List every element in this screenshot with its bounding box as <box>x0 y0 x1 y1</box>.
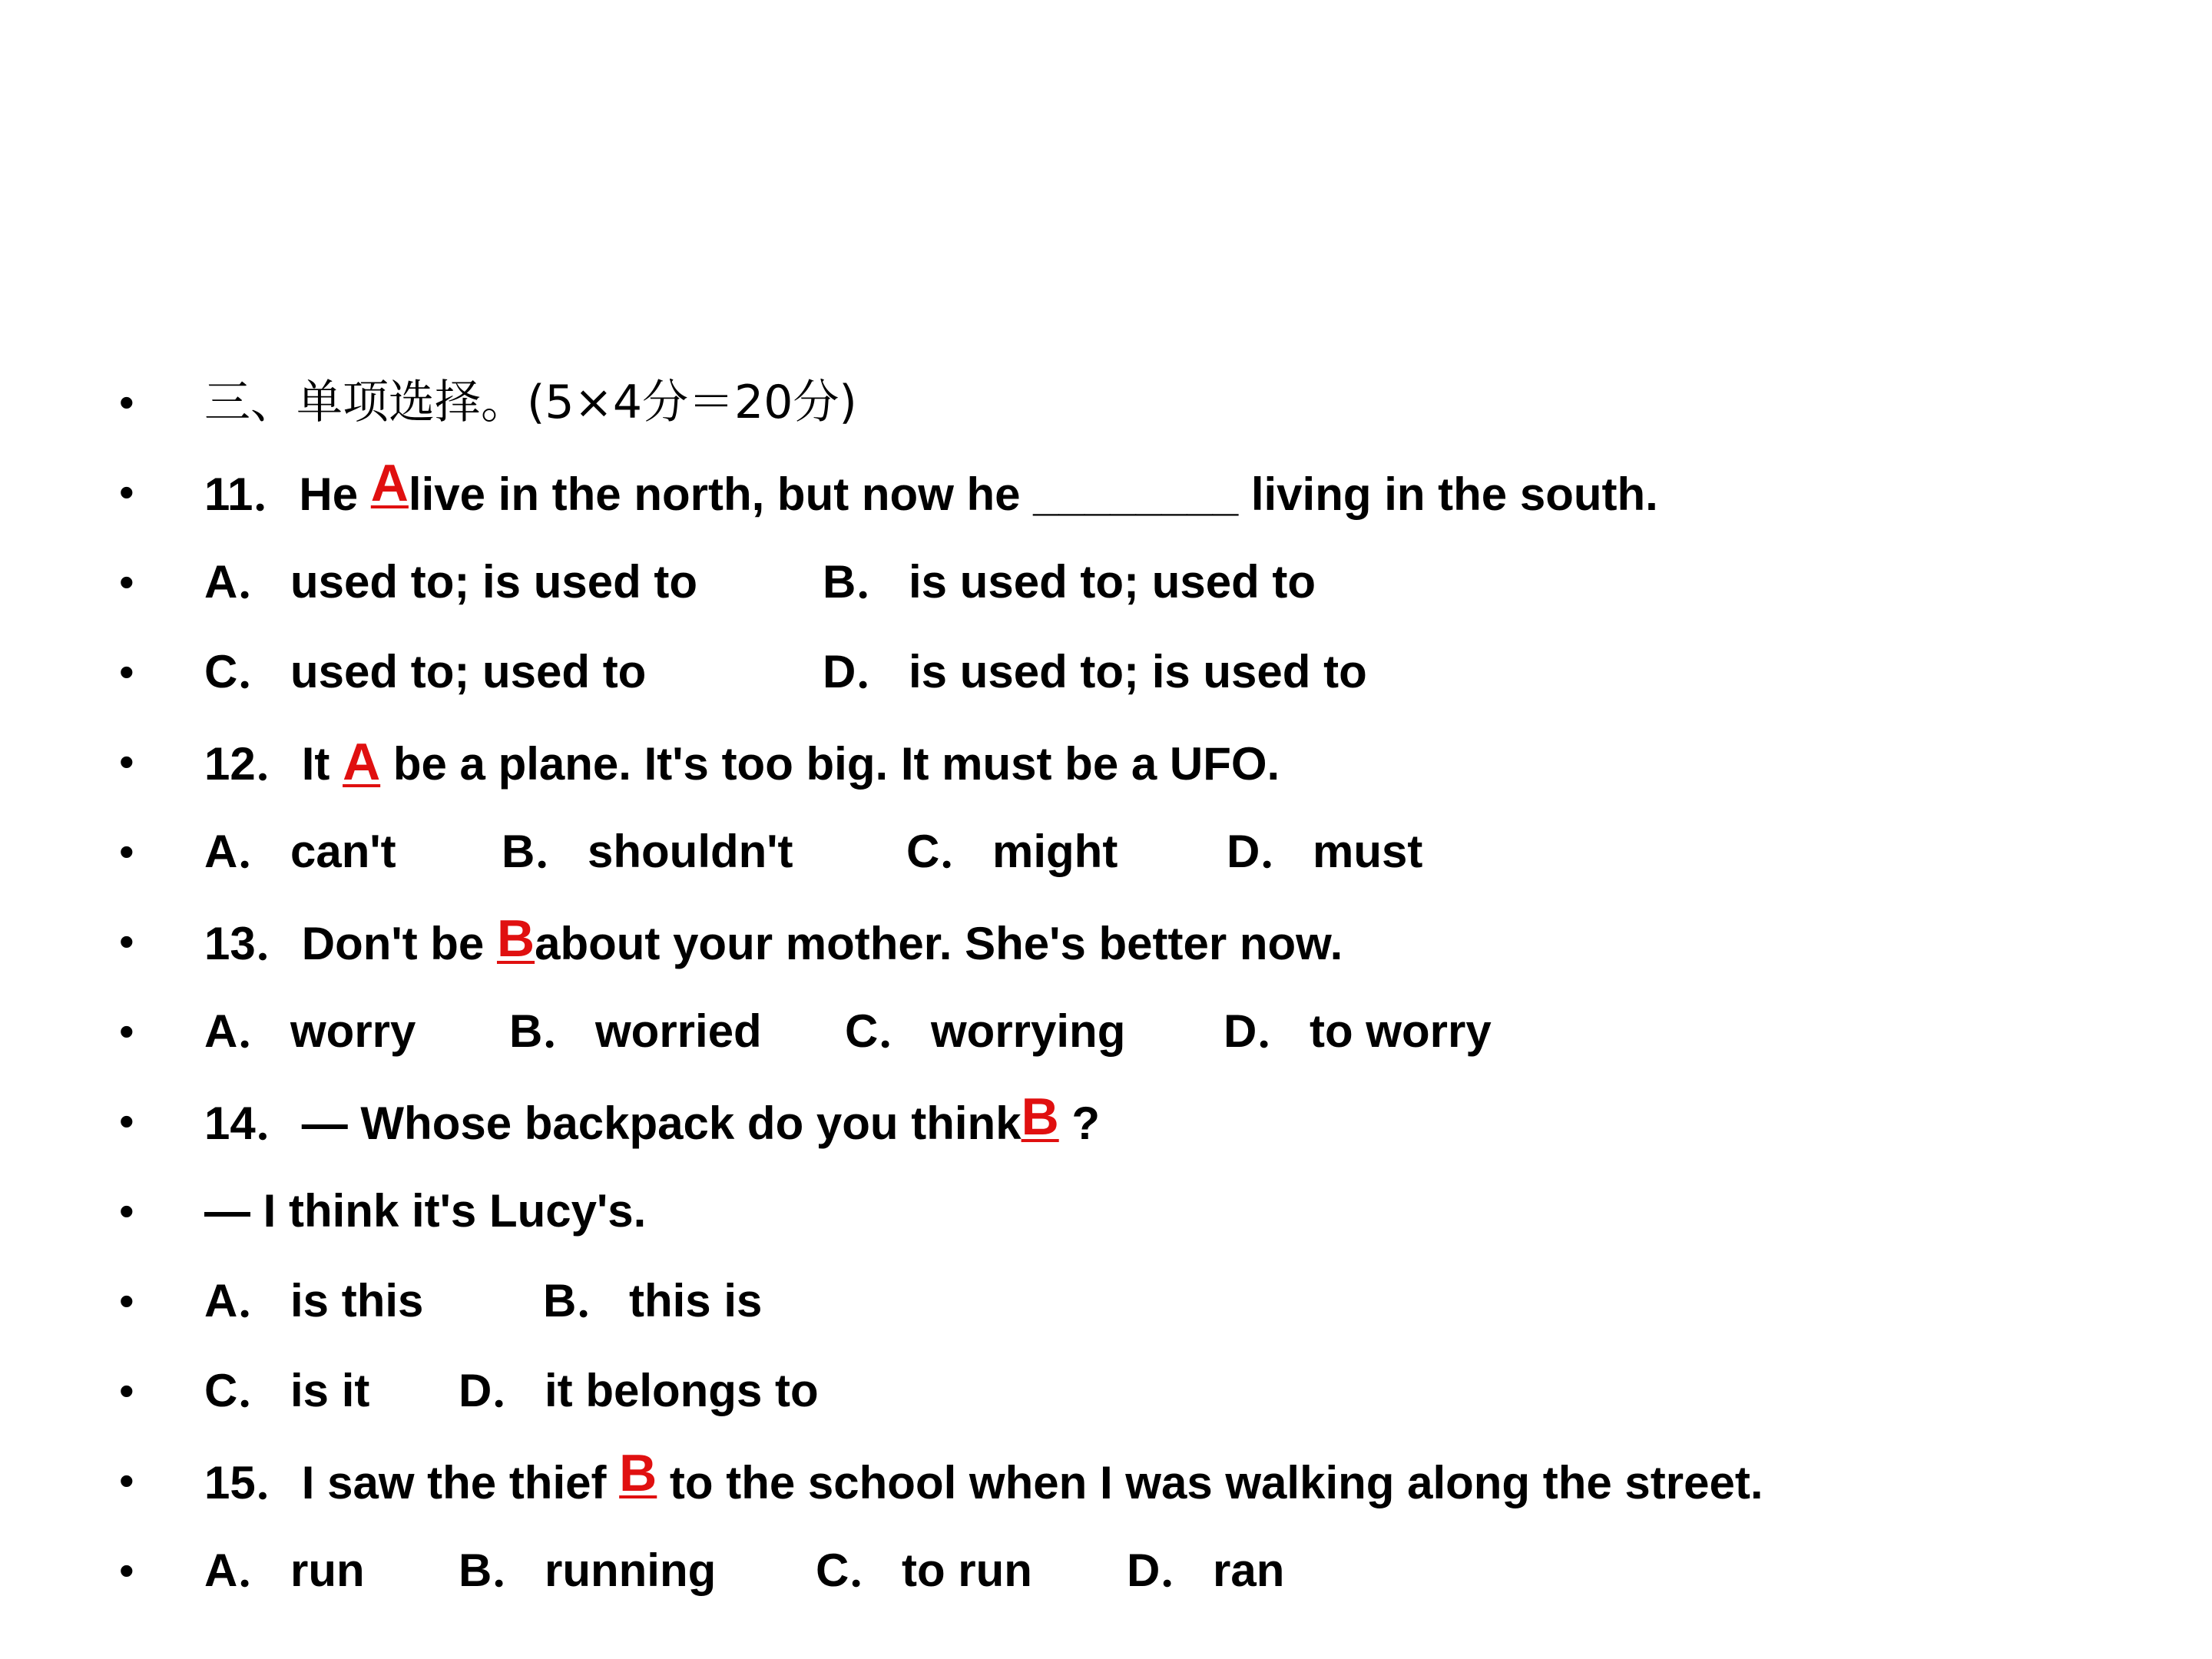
option-text: worrying <box>931 1005 1126 1057</box>
option-label: A． <box>204 1545 284 1596</box>
option-label: B． <box>459 1545 538 1596</box>
option-label: C． <box>845 1005 925 1057</box>
question-stem <box>204 1442 1763 1522</box>
bullet: • <box>119 1187 134 1235</box>
option-d <box>823 634 1367 710</box>
answer-mark: A <box>343 733 381 791</box>
bullet: • <box>119 1366 134 1415</box>
option-text: can't <box>290 826 396 877</box>
option-c <box>204 634 823 710</box>
options-row <box>0 993 2212 1070</box>
bullet: • <box>119 827 134 876</box>
option-text: shouldn't <box>588 826 793 877</box>
option-a <box>204 993 509 1070</box>
option-text: to worry <box>1310 1005 1492 1057</box>
option-d <box>459 1353 819 1429</box>
option-a <box>204 1263 543 1339</box>
option-label: D． <box>823 646 902 697</box>
option-b <box>509 993 845 1070</box>
option-text: it belongs to <box>545 1365 819 1416</box>
options-row <box>0 1353 2212 1429</box>
question-11 <box>0 454 2212 531</box>
question-stem <box>204 903 1343 982</box>
option-label: B． <box>509 1005 589 1057</box>
option-text: worry <box>290 1005 416 1057</box>
stem-after: about your mother. She's better now. <box>535 918 1343 969</box>
question-stem <box>204 454 1658 533</box>
options <box>204 993 1492 1070</box>
option-label: B． <box>543 1275 623 1326</box>
option-a <box>204 813 502 890</box>
options <box>204 1353 819 1429</box>
stem-before: 11．He <box>204 469 371 520</box>
options-row <box>0 1532 2212 1609</box>
option-label: C． <box>906 826 986 877</box>
option-label: D． <box>459 1365 538 1416</box>
option-label: B． <box>502 826 581 877</box>
options-row <box>0 634 2212 710</box>
bullet: • <box>119 1277 134 1325</box>
options-row <box>0 813 2212 890</box>
options <box>204 1532 1284 1609</box>
bullet: • <box>119 917 134 965</box>
option-text: is used to; is used to <box>909 646 1367 697</box>
option-text: to run <box>902 1545 1032 1596</box>
options <box>204 1263 762 1339</box>
option-label: D． <box>1127 1545 1207 1596</box>
option-c <box>845 993 1224 1070</box>
option-label: C． <box>816 1545 896 1596</box>
option-c <box>204 1353 459 1429</box>
option-c <box>816 1532 1127 1609</box>
answer-mark: A <box>370 454 409 512</box>
bullet: • <box>119 647 134 696</box>
answer-mark: B <box>1021 1088 1059 1146</box>
answer-mark: B <box>619 1444 657 1502</box>
option-text: used to; is used to <box>290 556 698 608</box>
stem-before: 15．I saw the thief <box>204 1457 620 1508</box>
stem-after: live in the north, but now he ________ living in the south. <box>408 469 1658 520</box>
question-stem <box>204 724 1280 803</box>
option-b <box>502 813 906 890</box>
option-label: A． <box>204 1005 284 1057</box>
stem-before: 13．Don't be <box>204 918 497 969</box>
options <box>204 813 1422 890</box>
option-text: used to; used to <box>290 646 647 697</box>
bullet: • <box>119 468 134 516</box>
option-d <box>1224 993 1492 1070</box>
options <box>204 544 1316 621</box>
reply-line <box>0 1173 2212 1250</box>
stem-before: 12．It <box>204 738 343 790</box>
question-14 <box>0 1083 2212 1160</box>
option-label: C． <box>204 1365 284 1416</box>
option-label: D． <box>1227 826 1306 877</box>
options-row <box>0 544 2212 621</box>
stem-before: 14．— Whose backpack do you think <box>204 1098 1022 1149</box>
option-b <box>823 544 1316 621</box>
stem-after: ? <box>1058 1098 1101 1149</box>
option-text: is used to; used to <box>909 556 1316 608</box>
option-b <box>459 1532 816 1609</box>
question-stem <box>204 1083 1100 1162</box>
stem-after: to the school when I was walking along the street. <box>657 1457 1763 1508</box>
bullet: • <box>119 558 134 606</box>
option-b <box>543 1263 762 1339</box>
bullet: • <box>119 378 134 426</box>
stem-after: be a plane. It's too big. It must be a UFO. <box>380 738 1280 790</box>
bullet: • <box>119 1007 134 1055</box>
section-title-line <box>0 364 2212 441</box>
bullet: • <box>119 1546 134 1594</box>
option-c <box>906 813 1227 890</box>
bullet: • <box>119 1097 134 1145</box>
option-text: run <box>290 1545 365 1596</box>
question-12 <box>0 724 2212 800</box>
option-text: running <box>545 1545 717 1596</box>
option-text: is this <box>290 1275 424 1326</box>
option-d <box>1127 1532 1284 1609</box>
reply-text: — I think it's Lucy's. <box>204 1185 647 1237</box>
bullet: • <box>119 1456 134 1505</box>
options <box>204 634 1367 710</box>
options-row <box>0 1263 2212 1339</box>
option-label: B． <box>823 556 902 608</box>
option-label: C． <box>204 646 284 697</box>
option-a <box>204 1532 459 1609</box>
option-label: A． <box>204 556 284 608</box>
answer-mark: B <box>496 909 535 968</box>
section-title: 三、单项选择。(5×4分＝20分) <box>204 376 857 429</box>
option-label: A． <box>204 1275 284 1326</box>
option-text: this is <box>629 1275 763 1326</box>
question-15 <box>0 1442 2212 1519</box>
bullet: • <box>119 737 134 786</box>
option-label: A． <box>204 826 284 877</box>
option-d <box>1227 813 1422 890</box>
option-text: worried <box>595 1005 762 1057</box>
option-text: must <box>1313 826 1423 877</box>
option-text: ran <box>1213 1545 1285 1596</box>
option-label: D． <box>1224 1005 1303 1057</box>
option-text: is it <box>290 1365 370 1416</box>
question-13 <box>0 903 2212 980</box>
option-a <box>204 544 823 621</box>
option-text: might <box>992 826 1118 877</box>
